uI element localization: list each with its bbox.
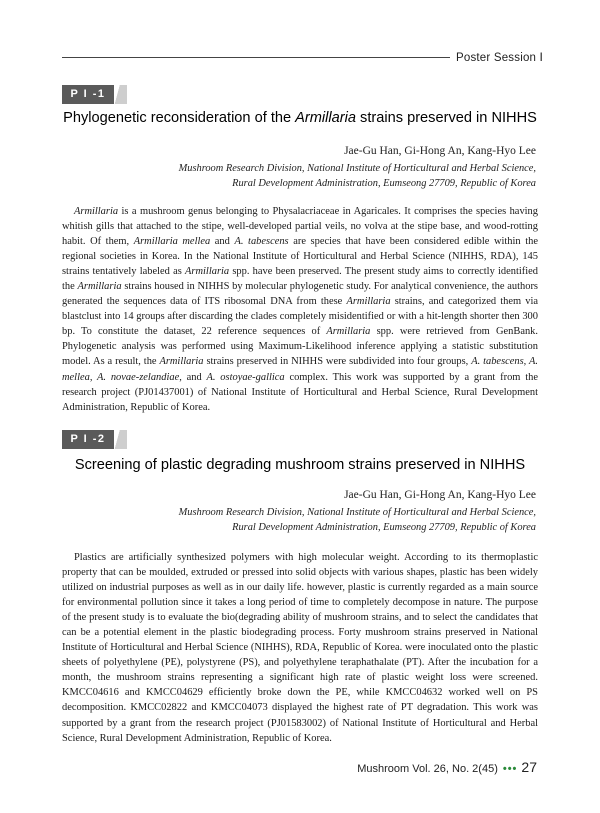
abstract-text: , and xyxy=(179,371,207,383)
authors: Jae-Gu Han, Gi-Hong An, Kang-Hyo Lee xyxy=(344,145,536,157)
abstract xyxy=(62,204,538,415)
abstract-italic-term: A. tabescens, A. mellea, A. novae-zelandiae xyxy=(62,356,538,383)
authors: Jae-Gu Han, Gi-Hong An, Kang-Hyo Lee xyxy=(344,489,536,501)
session-label: Poster Session Ⅰ xyxy=(456,52,544,64)
abstract-italic-term: Armillaria xyxy=(74,206,119,217)
tag-decoration xyxy=(113,85,127,104)
tag-decoration xyxy=(113,430,127,449)
abstract-italic-term: Armillaria xyxy=(77,281,122,293)
footer-dots: ••• xyxy=(502,763,518,775)
abstract-italic-term: Armillaria xyxy=(159,356,204,368)
affiliation-line: Rural Development Administration, Eumseong 27709, Republic of Korea xyxy=(232,178,536,189)
abstract-text: strains, and categorized them via blastclust into 14 groups after discarding the clades completely misidentified or with a hit-length shorter then 300 bp. To constitute the dataset, 22 reference sequences of xyxy=(62,296,538,338)
affiliation-line: Mushroom Research Division, National Institute of Horticultural and Herbal Science, xyxy=(178,507,536,518)
abstract-text: strains preserved in NIHHS were subdivided into four groups, xyxy=(203,356,472,368)
abstract-text: complex. This work was supported by a grant from the research project (PJ01437001) of National Institute of Horticultural and Herbal Science, Rural Development Administration, Republic of Korea. xyxy=(62,371,538,413)
abstract-text: strains housed in NIHHS by molecular phylogenetic study. For analytical convenience, the authors generated the sequences data of ITS ribosomal DNA from these xyxy=(62,281,538,308)
abstract-italic-term: Armillaria xyxy=(346,296,391,308)
abstract-text: Plastics are artificially synthesized polymers with high molecular weight. According to its thermoplastic property that can be moulded, extruded or pressed into solid objects with various shapes, plastic has been widely utilized on industrial purposes as well as in our daily life. however, plastic is currently regarded as a main source for environmental pollution since it takes a long period of time to completely decompose in nature. The purpose of the present study is to evaluate the bio(degrading ability of mushroom strains, and to select the candidates that can be a potential element in the plastic biodegrading process. Forty mushroom strains preserved in National Institute of Horticultural and Herbal Science (NIHHS), RDA, Republic of Korea. were inoculated onto the plastic sheets of polyethylene (PE), polystyrene (PS), and polyethylene teraphathalate (PT). After the incubation for a month, the mushroom strains representing a significant high rate of plastic weight loss were screened. KMCC04616 and KMCC04629 efficiently broke down the PE, while KMCC04632 worked well on PS decomposition. KMCC02822 and KMCC04073 displayed the highest rate of PT degradation. This work was supported by a grant from the research project (PJ01583002) of National Institute of Horticultural and Herbal Science, Rural Development Administration, Republic of Korea. xyxy=(62,552,538,744)
abstract-italic-term: Armillaria xyxy=(185,266,230,278)
abstract-italic-term: Armillaria xyxy=(326,326,371,338)
title-text: Phylogenetic reconsideration of the xyxy=(63,110,296,126)
title-text-end: strains preserved in NIHHS xyxy=(355,110,537,126)
title-text: Screening of plastic degrading mushroom strains preserved in NIHHS xyxy=(74,457,526,473)
affiliation-line: Mushroom Research Division, National Institute of Horticultural and Herbal Science, xyxy=(178,163,536,174)
paper-tag-label: P I -2 xyxy=(62,430,114,449)
page-number: 27 xyxy=(521,759,537,775)
page-footer xyxy=(357,759,537,777)
abstract-text: spp. have been preserved. The present study aims to correctly identified the xyxy=(62,266,539,293)
abstract-italic-term: A. ostoyae-gallica xyxy=(206,371,285,383)
abstract-text: is a mushroom genus belonging to Physalacriaceae in Agaricales. It comprises the species having whitish gills that attached to the stipe, well-developed partial veils, no volva at the stipe base, and wood-rotting habit. Of them, xyxy=(62,206,538,248)
paper-title xyxy=(62,110,538,126)
title-italic-text: Armillaria xyxy=(295,110,356,126)
paper-tag xyxy=(62,430,128,449)
abstract-italic-term: A. tabescens xyxy=(234,236,289,248)
abstract-text: are species that have been considered edible within the regional societies in Korea. In the National Institute of Horticultural and Herbal Science (NIHHS, RDA), 145 strains tentatively labeled as xyxy=(62,236,538,278)
abstract-text: and xyxy=(210,236,235,248)
abstract-text: spp. were retrieved from GenBank. Phylogenetic analysis was performed using Maximum-Likelihood inference applying a statistic substitution model. As a result, the xyxy=(62,326,538,368)
abstract xyxy=(62,550,538,746)
paper-tag xyxy=(62,85,128,104)
journal-citation: Mushroom Vol. 26, No. 2(45) xyxy=(357,763,498,775)
paper-tag-label: P I -1 xyxy=(62,85,114,104)
abstract-italic-term: Armillaria mellea xyxy=(133,236,211,248)
affiliation-line: Rural Development Administration, Eumseong 27709, Republic of Korea xyxy=(232,522,536,533)
paper-title xyxy=(62,457,538,473)
header-rule xyxy=(62,57,450,58)
